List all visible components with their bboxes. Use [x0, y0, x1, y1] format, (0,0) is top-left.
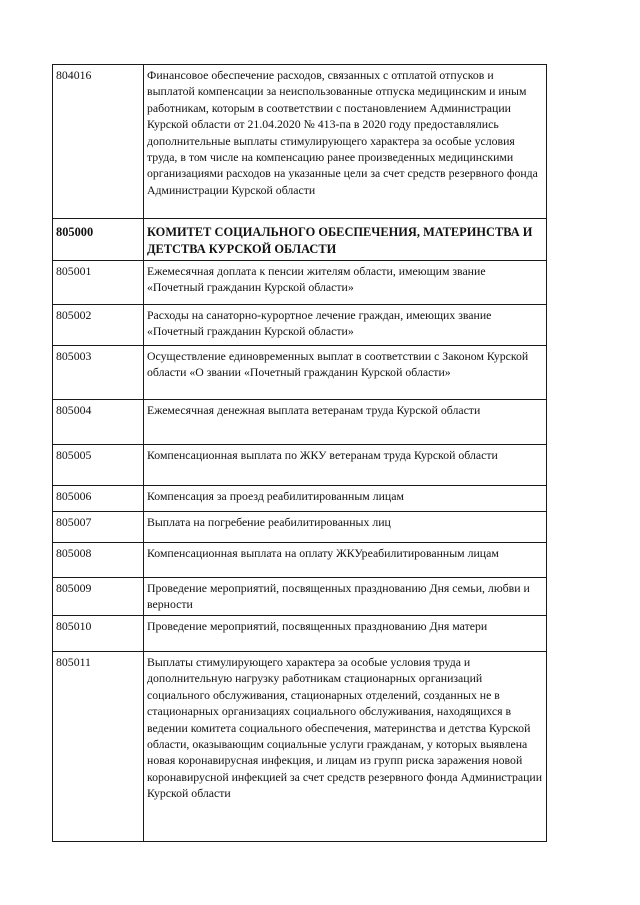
row-code: 804016 — [53, 65, 144, 219]
table-row — [53, 512, 547, 543]
table-row — [53, 305, 547, 346]
table-row — [53, 445, 547, 486]
row-code: 805008 — [53, 543, 144, 578]
table-row — [53, 261, 547, 305]
table-row — [53, 578, 547, 616]
row-code: 805001 — [53, 261, 144, 305]
row-description: Финансовое обеспечение расходов, связанных с отплатой отпусков и выплатой компенсации за неиспользованные отпуска медицинским и иным работникам, которым в соответствии с постановлением Администрации Курской области от 21.04.2020 № 413-па в 2020 году предоставлялись дополнительные выплаты стимулирующего характера за особые условия труда, в том числе на компенсацию ранее произведенных медицинскими организациями расходов на указанные цели за счет средств резервного фонда Администрации Курской области — [144, 65, 547, 219]
row-description: Компенсационная выплата по ЖКУ ветеранам труда Курской области — [144, 445, 547, 486]
row-description: Компенсационная выплата на оплату ЖКУреабилитированным лицам — [144, 543, 547, 578]
row-code: 805000 — [53, 219, 144, 261]
row-description: Ежемесячная денежная выплата ветеранам труда Курской области — [144, 400, 547, 445]
table-row — [53, 543, 547, 578]
table-row — [53, 400, 547, 445]
row-description: Выплаты стимулирующего характера за особые условия труда и дополнительную нагрузку работникам стационарных организаций социального обслуживания, стационарных отделений, созданных не в стационарных организациях социального обслуживания, находящихся в ведении комитета социального обеспечения, материнства и детства Курской области, оказывающим социальные услуги гражданам, у которых выявлена новая коронавирусная инфекция, и лицам из групп риска заражения новой коронавирусной инфекцией за счет средств резервного фонда Администрации Курской области — [144, 652, 547, 842]
table-row — [53, 486, 547, 512]
row-description: Расходы на санаторно-курортное лечение граждан, имеющих звание «Почетный гражданин Курской области» — [144, 305, 547, 346]
row-description: Проведение мероприятий, посвященных празднованию Дня матери — [144, 616, 547, 652]
row-description: Осуществление единовременных выплат в соответствии с Законом Курской области «О звании «Почетный гражданин Курской области» — [144, 346, 547, 400]
table-row — [53, 652, 547, 842]
row-code: 805009 — [53, 578, 144, 616]
table-row — [53, 616, 547, 652]
budget-codes-table — [52, 64, 547, 842]
row-description: Ежемесячная доплата к пенсии жителям области, имеющим звание «Почетный гражданин Курской области» — [144, 261, 547, 305]
row-code: 805005 — [53, 445, 144, 486]
row-code: 805011 — [53, 652, 144, 842]
table-row — [53, 346, 547, 400]
row-code: 805004 — [53, 400, 144, 445]
row-code: 805002 — [53, 305, 144, 346]
row-description: КОМИТЕТ СОЦИАЛЬНОГО ОБЕСПЕЧЕНИЯ, МАТЕРИНСТВА И ДЕТСТВА КУРСКОЙ ОБЛАСТИ — [144, 219, 547, 261]
table-row-section-header — [53, 219, 547, 261]
row-description: Проведение мероприятий, посвященных празднованию Дня семьи, любви и верности — [144, 578, 547, 616]
row-code: 805010 — [53, 616, 144, 652]
table-row — [53, 65, 547, 219]
row-code: 805003 — [53, 346, 144, 400]
row-code: 805006 — [53, 486, 144, 512]
row-description: Выплата на погребение реабилитированных лиц — [144, 512, 547, 543]
row-code: 805007 — [53, 512, 144, 543]
row-description: Компенсация за проезд реабилитированным лицам — [144, 486, 547, 512]
